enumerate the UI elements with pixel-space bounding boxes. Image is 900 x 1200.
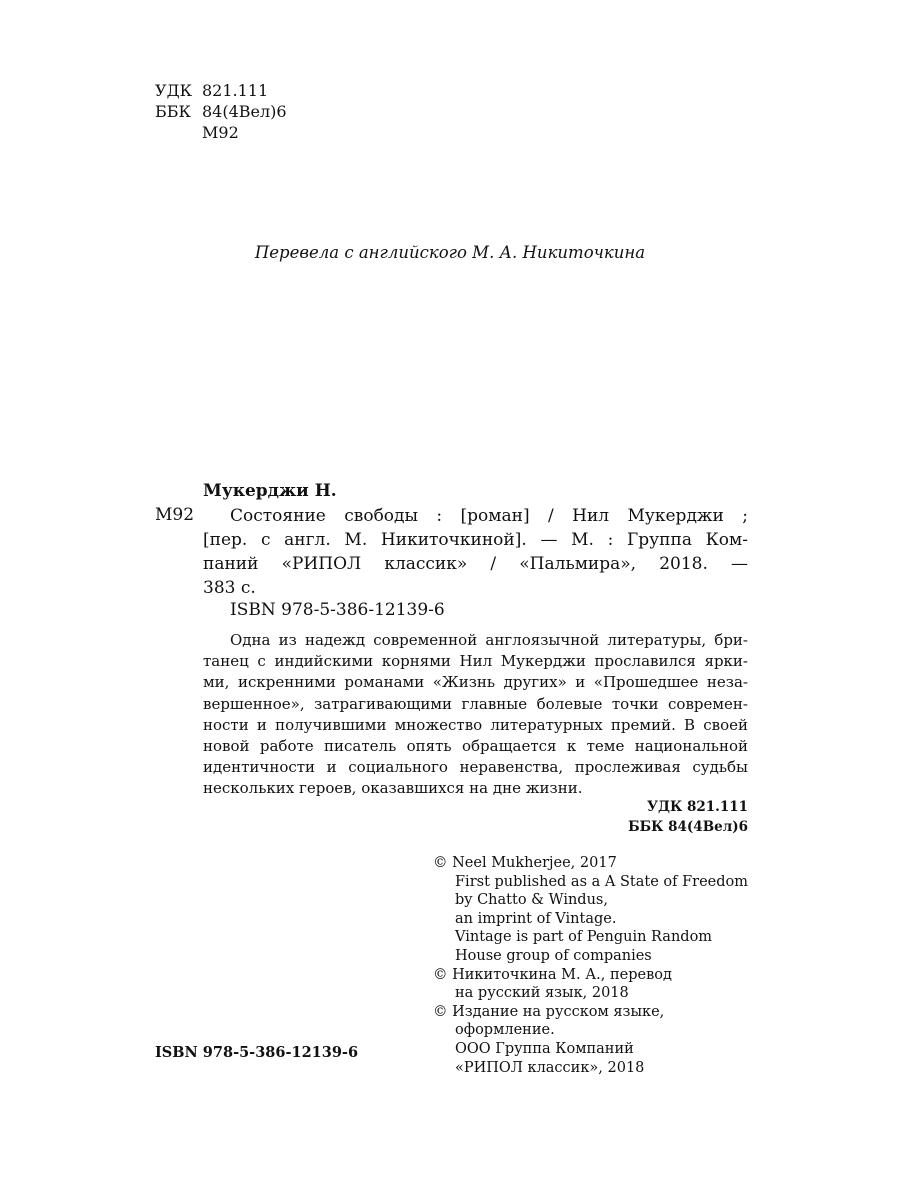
author-mark-row [155,122,287,143]
copyright-line: © Neel Mukherjee, 2017 [433,855,617,871]
copyright-block [433,854,748,1077]
annotation-line: ми, искренними романами «Жизнь других» и «Прошедшее неза- [203,673,748,692]
record-line: 383 с. [203,578,256,598]
udk-row [155,80,287,101]
annotation-line: новой работе писатель опять обращается к теме национальной [203,737,748,756]
record-code: М92 [155,505,195,525]
bbk-row [155,101,287,122]
copyright-line: House group of companies [455,947,652,964]
copyright-line: «РИПОЛ классик», 2018 [455,1059,645,1076]
bbk-code-right: ББК 84(4Вел)6 [628,819,748,835]
bbk-label: ББК [155,102,191,121]
copyright-line: Vintage is part of Penguin Random [455,929,713,946]
udk-value: 821.111 [202,81,269,100]
copyright-line: оформление. [455,1022,555,1039]
annotation-line: ности и получившими множество литературных премий. В своей [203,715,748,734]
udk-code-right: УДК 821.111 [647,799,748,815]
annotation-line: Одна из надежд современной англоязычной литературы, бри- [230,631,748,649]
translator-credit: Перевела с английского М. А. Никиточкина [254,243,646,262]
copyright-line: an imprint of Vintage. [455,910,617,927]
copyright-line: First published as a A State of Freedom [455,873,749,890]
codes-right [628,797,748,837]
bbk-value: 84(4Вел)6 [202,102,287,121]
annotation-line: нескольких героев, оказавшихся на дне жизни. [203,779,583,798]
annotation-line: вершенное», затрагивающими главные болевые точки современ- [203,694,748,713]
record-author: Мукерджи Н. [203,481,337,501]
record-line: паний «РИПОЛ классик» / «Пальмира», 2018. — [203,554,748,574]
isbn-bottom: ISBN 978-5-386-12139-6 [155,1044,359,1061]
record-description [203,504,748,600]
annotation-line: танец с индийскими корнями Нил Мукерджи прославился ярки- [203,652,748,671]
copyright-line: на русский язык, 2018 [455,985,629,1002]
copyright-line: © Никиточкина М. А., перевод [433,966,672,983]
classification-block [155,80,287,143]
copyright-line: by Chatto & Windus, [455,892,608,909]
udk-label: УДК [155,81,192,100]
annotation [203,630,748,800]
author-mark: М92 [202,123,239,142]
record-isbn: ISBN 978-5-386-12139-6 [230,600,445,620]
copyright-line: ООО Группа Компаний [455,1040,634,1057]
record-line: [пер. с англ. М. Никиточкиной]. — М. : Группа Ком- [203,530,748,550]
annotation-line: идентичности и социального неравенства, прослеживая судьбы [203,758,748,777]
record-line: Состояние свободы : [роман] / Нил Мукерджи ; [230,506,748,526]
copyright-line: © Издание на русском языке, [433,1003,665,1020]
